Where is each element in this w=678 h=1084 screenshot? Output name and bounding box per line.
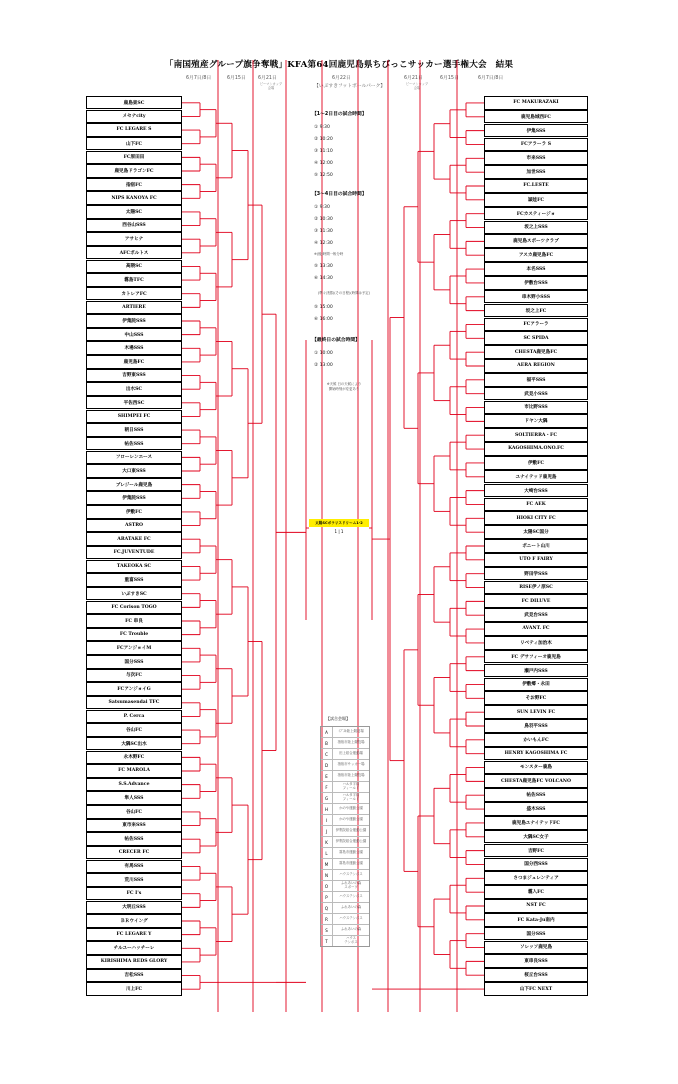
venue-key: C bbox=[321, 749, 333, 759]
right-team: HENRY KAGOSHIMA FC bbox=[484, 747, 588, 761]
venue-name: 指宿市サッカー場 bbox=[337, 762, 365, 767]
left-team: 帖佐SSS bbox=[86, 437, 182, 450]
right-team: SOLTIERRA・FC bbox=[484, 428, 588, 442]
right-team: SC SPIDA bbox=[484, 331, 588, 345]
right-team: ユナイテッド鹿児島 bbox=[484, 470, 588, 484]
left-team: AFCボルトス bbox=[86, 246, 182, 259]
left-team: 伊敷FC bbox=[86, 505, 182, 518]
right-team: 鹿児島スポーツクラブ bbox=[484, 234, 588, 248]
left-team: P. Cerca bbox=[86, 710, 182, 723]
right-team: 伊敷台SSS bbox=[484, 276, 588, 290]
venue-name: かのや運動公園 bbox=[339, 806, 363, 811]
venue-row bbox=[321, 771, 369, 782]
right-team: AVANT. FC bbox=[484, 622, 588, 636]
left-team: 指宿FC bbox=[86, 178, 182, 191]
schedule-time: ① 10:00 bbox=[314, 351, 333, 356]
venue-key: E bbox=[321, 771, 333, 781]
left-team: 永木野FC bbox=[86, 751, 182, 764]
right-team: SUN LEVIN FC bbox=[484, 705, 588, 719]
left-team: いぶすきSC bbox=[86, 587, 182, 600]
right-team: ドヤン大隅 bbox=[484, 414, 588, 428]
schedule-time: ① 9:30 bbox=[314, 205, 330, 210]
venue-name: 伊集院総合運動公園 bbox=[335, 828, 367, 833]
right-team: 鹿児島城西FC bbox=[484, 110, 588, 124]
date-label-right-r2: 6月15日 bbox=[440, 76, 459, 81]
schedule-time: ⑤ 15:00 bbox=[314, 305, 333, 310]
venue-name: 指宿市陸上競技場 bbox=[337, 740, 365, 745]
venue-row bbox=[321, 837, 369, 848]
venue-row bbox=[321, 914, 369, 925]
schedule-time: ⑥ 14:30 bbox=[314, 276, 333, 281]
right-team: 武見台SSS bbox=[484, 608, 588, 622]
right-team: 国分西SSS bbox=[484, 858, 588, 872]
right-team: FC Kata-Ju南内 bbox=[484, 913, 588, 927]
right-team: KAGOSHIMA.ONO.FC bbox=[484, 442, 588, 456]
left-team: SHIMPEI FC bbox=[86, 410, 182, 423]
match-schedule bbox=[312, 110, 376, 398]
venue-row bbox=[321, 826, 369, 837]
left-team: フローレンエース bbox=[86, 451, 182, 464]
venue-name: 霧島市運動公園 bbox=[339, 850, 363, 855]
date-sub-right-r3: ピーマンカップ 会場 bbox=[405, 82, 429, 90]
left-team: 鹿島東SC bbox=[86, 96, 182, 109]
right-team: 東串良SSS bbox=[484, 954, 588, 968]
left-team: 木場SSS bbox=[86, 341, 182, 354]
schedule-time: ② 10:30 bbox=[314, 217, 333, 222]
left-team: 山下FC bbox=[86, 137, 182, 150]
page-title: 「南国殖産グループ旗争奪戦」KFA第64回鹿児島県ちびっこサッカー選手権大会 結果 bbox=[164, 60, 514, 70]
left-team: 吉野東SSS bbox=[86, 369, 182, 382]
venue-key: T bbox=[321, 936, 333, 946]
venue-key: B bbox=[321, 738, 333, 748]
left-team: 荒川SSS bbox=[86, 873, 182, 886]
left-team: FCアンジョイG bbox=[86, 682, 182, 695]
venue-name: ハウステンボス bbox=[339, 894, 363, 899]
right-team: 本名SSS bbox=[484, 262, 588, 276]
venue-key: N bbox=[321, 870, 333, 880]
venue-row bbox=[321, 881, 369, 892]
right-team: 坂之上SSS bbox=[484, 221, 588, 235]
schedule-time: ③ 11:30 bbox=[314, 229, 333, 234]
right-team: 桜丘台SSS bbox=[484, 968, 588, 982]
right-team: リベティ加治木 bbox=[484, 636, 588, 650]
left-team: FCアンジョイM bbox=[86, 641, 182, 654]
schedule-time: ② 10:20 bbox=[314, 137, 333, 142]
left-team: 大隅SC出水 bbox=[86, 737, 182, 750]
venue-key: L bbox=[321, 848, 333, 858]
left-team: FC LEGARE Y bbox=[86, 928, 182, 941]
venue-name: ハウステンボス bbox=[339, 916, 363, 921]
left-team: ARATAKE FC bbox=[86, 532, 182, 545]
venue-name: ふれあいの森 スポーツ bbox=[340, 881, 362, 889]
left-team: FC Trouble bbox=[86, 628, 182, 641]
champion-label: 太陽SCポラリスドリーム1-2 bbox=[309, 519, 369, 527]
right-team: CHESTA鹿児島FC bbox=[484, 345, 588, 359]
venue-key: D bbox=[321, 760, 333, 770]
venue-key: H bbox=[321, 804, 333, 814]
right-team: AERA REGION bbox=[484, 359, 588, 373]
right-team: 大崎台SSS bbox=[484, 484, 588, 498]
right-team: FC MAKURAZAKI bbox=[484, 96, 588, 110]
left-team: 吉松SSS bbox=[86, 969, 182, 982]
venue-name: ｲﾌﾞｽｷ陸上競技場 bbox=[338, 729, 364, 734]
schedule-time: ② 13:00 bbox=[314, 363, 333, 368]
schedule-note-2: (準々決勝)(その日程)(時間は予定) bbox=[317, 291, 370, 295]
left-team: FC LEGARE S bbox=[86, 123, 182, 136]
venue-name: ハウステンボス bbox=[339, 872, 363, 877]
left-team: 大口東SSS bbox=[86, 464, 182, 477]
venue-key: P bbox=[321, 892, 333, 902]
schedule-time: ⑤ 13:30 bbox=[314, 264, 333, 269]
schedule-time: ① 9:30 bbox=[314, 125, 330, 130]
venue-key: S bbox=[321, 925, 333, 935]
venue-name: ふれあいの森 bbox=[340, 905, 362, 910]
right-team: アスカ鹿児島FC bbox=[484, 248, 588, 262]
right-team: UTO F FAIRY bbox=[484, 553, 588, 567]
right-team: HIOKI CITY FC bbox=[484, 511, 588, 525]
left-team: ブレジール鹿児島 bbox=[86, 478, 182, 491]
left-team: 川上FC bbox=[86, 982, 182, 995]
left-team: 重富SSS bbox=[86, 573, 182, 586]
left-team: 平佐西SC bbox=[86, 396, 182, 409]
right-team: 国分SSS bbox=[484, 927, 588, 941]
schedule-time: ③ 11:10 bbox=[314, 149, 333, 154]
right-team: 鹿児島ユナイテッドFC bbox=[484, 816, 588, 830]
date-label-right-r1: 6月7日/8日 bbox=[478, 76, 504, 81]
right-team: モンスター鹿島 bbox=[484, 761, 588, 775]
right-team: NST FC bbox=[484, 899, 588, 913]
left-team: Satsumasendai TFC bbox=[86, 696, 182, 709]
left-team: NIPS KANOYA FC bbox=[86, 191, 182, 204]
left-team: S.S.Advance bbox=[86, 778, 182, 791]
venue-row bbox=[321, 848, 369, 859]
left-team: FC Corison TOGO bbox=[86, 601, 182, 614]
right-team: CHESTA鹿児島FC VOLCANO bbox=[484, 774, 588, 788]
right-team: ポニート山川 bbox=[484, 539, 588, 553]
right-team: かいもんFC bbox=[484, 733, 588, 747]
left-team: 鹿児島ドラゴンFC bbox=[86, 164, 182, 177]
left-team: CRECER FC bbox=[86, 846, 182, 859]
right-team: 太陽SC国分 bbox=[484, 525, 588, 539]
schedule-heading-2: 【3～4日目の試合時間】 bbox=[312, 192, 367, 197]
date-label-center: 6月22日 bbox=[332, 76, 351, 81]
right-team: FC AEK bbox=[484, 498, 588, 512]
right-team: 盛木SSS bbox=[484, 802, 588, 816]
venue-row bbox=[321, 859, 369, 870]
right-team: 伊敷FC bbox=[484, 456, 588, 470]
schedule-heading-1: 【1～2日目の試合時間】 bbox=[312, 112, 367, 117]
right-team: RISE伊ノ原SC bbox=[484, 581, 588, 595]
venue-row bbox=[321, 892, 369, 903]
right-team: FCカスティージョ bbox=[484, 207, 588, 221]
venue-key: Q bbox=[321, 903, 333, 913]
venue-row bbox=[321, 793, 369, 804]
venue-key: K bbox=[321, 837, 333, 847]
right-team: 伊集SSS bbox=[484, 124, 588, 138]
left-team: 鹿児島FC bbox=[86, 355, 182, 368]
venue-row bbox=[321, 727, 369, 738]
champion-score: 1 | 1 bbox=[334, 529, 344, 534]
venue-key: F bbox=[321, 782, 333, 792]
right-team: 坂之上FC bbox=[484, 304, 588, 318]
left-team: カトレアFC bbox=[86, 287, 182, 300]
date-label-left-r2: 6月15日 bbox=[227, 76, 246, 81]
left-team: 国分SSS bbox=[86, 655, 182, 668]
venue-key: I bbox=[321, 815, 333, 825]
left-team: FC原田田 bbox=[86, 151, 182, 164]
left-team: 伊集院SSS bbox=[86, 491, 182, 504]
venue-name: 伊集院総合運動公園 bbox=[335, 839, 367, 844]
left-team: アサヒナ bbox=[86, 232, 182, 245]
venue-key: G bbox=[321, 793, 333, 803]
venue-row bbox=[321, 738, 369, 749]
right-team: 串木野小SSS bbox=[484, 290, 588, 304]
left-team: KIRISHIMA REDS GLORY bbox=[86, 955, 182, 968]
venue-title: 【試合会場】 bbox=[326, 716, 350, 721]
right-team: FCアラーラ bbox=[484, 318, 588, 332]
schedule-time: ⑥ 16:00 bbox=[314, 317, 333, 322]
left-team: 東市来SSS bbox=[86, 819, 182, 832]
venue-table bbox=[320, 726, 370, 947]
right-team: 頴娃FC bbox=[484, 193, 588, 207]
venue-key: O bbox=[321, 881, 333, 891]
venue-row bbox=[321, 804, 369, 815]
venue-row bbox=[321, 815, 369, 826]
left-team: メセナcity bbox=[86, 110, 182, 123]
left-team: TAKEOKA SC bbox=[86, 560, 182, 573]
right-team: 霧入FC bbox=[484, 885, 588, 899]
left-team: 有馬SSS bbox=[86, 860, 182, 873]
right-team: 大隅SC女子 bbox=[484, 830, 588, 844]
left-team: 高隈SC bbox=[86, 260, 182, 273]
right-team: 加世SSS bbox=[484, 165, 588, 179]
schedule-time: ④ 12:00 bbox=[314, 161, 333, 166]
right-team: 伊敷郷・永田 bbox=[484, 678, 588, 692]
left-team: 隼人SSS bbox=[86, 791, 182, 804]
left-team: 中山SSS bbox=[86, 328, 182, 341]
right-team: 吉野FC bbox=[484, 844, 588, 858]
venue-key: J bbox=[321, 826, 333, 836]
right-team: ソレッソ鹿児島 bbox=[484, 941, 588, 955]
right-team: 野田学SSS bbox=[484, 567, 588, 581]
date-label-left-r3: 6月21日 bbox=[258, 76, 277, 81]
venue-key: A bbox=[321, 727, 333, 737]
venue-row bbox=[321, 749, 369, 760]
venue-row bbox=[321, 903, 369, 914]
schedule-note-1: ※(後)時間一般分時 bbox=[314, 252, 344, 256]
left-team: 太陽SC bbox=[86, 205, 182, 218]
schedule-time: ⑤ 12:50 bbox=[314, 173, 333, 178]
left-team: 朝日SSS bbox=[86, 423, 182, 436]
left-team: 帖佐SSS bbox=[86, 832, 182, 845]
right-team: 市来SSS bbox=[484, 151, 588, 165]
right-team: 武見小SSS bbox=[484, 387, 588, 401]
venue-row bbox=[321, 782, 369, 793]
right-team: 山下FC NEXT bbox=[484, 982, 588, 996]
venue-name: 霧島市運動公園 bbox=[339, 861, 363, 866]
left-team: 与次FC bbox=[86, 669, 182, 682]
left-team: チルユーハッチーレ bbox=[86, 941, 182, 954]
date-label-left-r1: 6月7日/8日 bbox=[186, 76, 212, 81]
venue-key: R bbox=[321, 914, 333, 924]
right-team: FC デサフィーオ鹿児島 bbox=[484, 650, 588, 664]
date-label-right-r3: 6月21日 bbox=[404, 76, 423, 81]
date-label-center-sub: 【いぶすきフットボールパーク】 bbox=[314, 84, 386, 89]
venue-row bbox=[321, 936, 369, 946]
left-team: FC.JUVENTUDE bbox=[86, 546, 182, 559]
left-team: FC I's bbox=[86, 887, 182, 900]
venue-row bbox=[321, 925, 369, 936]
venue-name: ふれあいの森 bbox=[340, 927, 362, 932]
right-team: 福平SSS bbox=[484, 373, 588, 387]
schedule-note-3: ※天候 日の天候により 開始時刻が変更あり bbox=[326, 382, 362, 391]
right-team: FC.LESTE bbox=[484, 179, 588, 193]
right-team: 市比野SSS bbox=[484, 401, 588, 415]
left-team: 出水SC bbox=[86, 382, 182, 395]
schedule-time: ④ 12:30 bbox=[314, 241, 333, 246]
right-team: 瀬戸内SSS bbox=[484, 664, 588, 678]
venue-name: ハルタ宇宿 フィールド bbox=[342, 782, 360, 790]
right-team: FC DILUVE bbox=[484, 594, 588, 608]
right-team: さつまジュレンティア bbox=[484, 871, 588, 885]
venue-name: かのや運動公園 bbox=[339, 817, 363, 822]
left-team: 西谷山SSS bbox=[86, 219, 182, 232]
left-team: 大明丘SSS bbox=[86, 901, 182, 914]
left-team: ＢＲウイング bbox=[86, 914, 182, 927]
venue-name: ハウス テンボス bbox=[344, 936, 358, 944]
venue-row bbox=[321, 870, 369, 881]
venue-name: ハルタ宇宿 フィールド bbox=[342, 793, 360, 801]
left-team: ASTRO bbox=[86, 519, 182, 532]
venue-name: 田上総合運動場 bbox=[339, 751, 363, 756]
venue-row bbox=[321, 760, 369, 771]
date-sub-left-r3: ピーマンカップ 会場 bbox=[259, 82, 283, 90]
left-team: 霧島TFC bbox=[86, 273, 182, 286]
left-team: FC MAROLA bbox=[86, 764, 182, 777]
venue-name: 指宿市陸上競技場 bbox=[337, 773, 365, 778]
left-team: 谷山FC bbox=[86, 723, 182, 736]
venue-key: M bbox=[321, 859, 333, 869]
schedule-heading-3: 【最終日の試合時間】 bbox=[312, 338, 360, 343]
left-team: 伊集院SSS bbox=[86, 314, 182, 327]
left-team: 谷山FC bbox=[86, 805, 182, 818]
right-team: 帖佐SSS bbox=[484, 788, 588, 802]
left-team: ARTIERE bbox=[86, 301, 182, 314]
right-team: FCアラーラ S bbox=[484, 138, 588, 152]
left-team: FC 串良 bbox=[86, 614, 182, 627]
right-team: 鳥羽平SSS bbox=[484, 719, 588, 733]
right-team: そお野FC bbox=[484, 691, 588, 705]
